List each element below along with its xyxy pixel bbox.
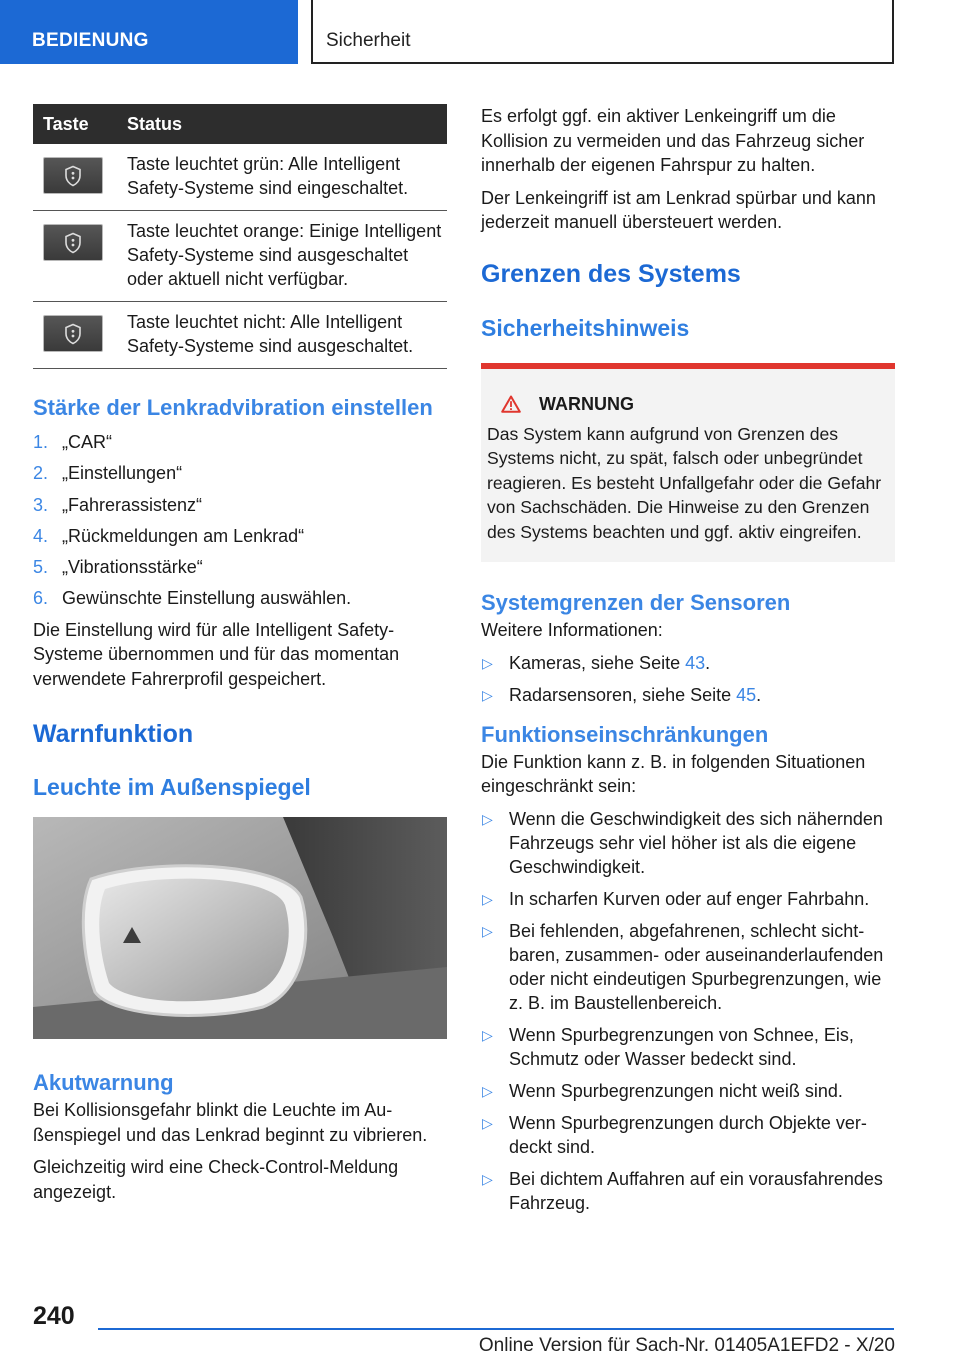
warning-label: WARNUNG xyxy=(539,393,634,414)
warning-triangle-icon xyxy=(501,395,521,413)
table-row xyxy=(33,144,447,211)
list-item: ▷ Wenn Spurbegrenzungen durch Objekte verdeckt sind. xyxy=(482,1112,867,1157)
bullet-triangle-icon: ▷ xyxy=(482,922,493,939)
list-item: ▷ Kameras, siehe Seite 43. xyxy=(482,652,711,673)
table-header-row xyxy=(33,104,447,144)
list-item: ▷ Wenn die Geschwindigkeit des sich nähernden Fahrzeugs sehr viel höher ist als die eigene Geschwindigkeit. xyxy=(482,808,883,877)
list-item: ▷ Bei fehlenden, abgefahrenen, schlecht sichtbaren, zusammen- oder auseinanderlaufenden oder nicht eindeutigen Spurbegrenzungen, wie z. B. im Baustellenbereich. xyxy=(482,920,884,1013)
bullet-triangle-icon: ▷ xyxy=(482,654,493,671)
table-cell-status: Taste leuchtet grün: Alle Intelligent Safety-Systeme sind eingeschaltet. xyxy=(127,144,447,211)
table-cell-status: Taste leuchtet orange: Einige Intelligent Safety-Systeme sind ausgeschaltet oder aktuell nicht verfügbar. xyxy=(127,211,447,302)
side-mirror-photo xyxy=(33,817,447,1039)
bullet-triangle-icon: ▷ xyxy=(482,1114,493,1131)
header-chapter-tab xyxy=(311,0,894,64)
list-item: 6. Gewünschte Einstellung auswählen. xyxy=(33,588,352,609)
table-row xyxy=(33,211,447,302)
mirror-light-heading: Leuchte im Außenspiegel xyxy=(33,774,311,801)
assist-button-orange-icon xyxy=(43,224,103,261)
function-limits-list xyxy=(481,807,895,1215)
list-item: ▷ Wenn Spurbegrenzungen nicht weiß sind. xyxy=(482,1080,843,1101)
system-limits-heading: Grenzen des Systems xyxy=(481,259,741,288)
bullet-triangle-icon: ▷ xyxy=(482,686,493,703)
button-status-table xyxy=(33,104,447,369)
list-item: 4. „Rückmeldungen am Lenkrad“ xyxy=(33,525,305,546)
table-row xyxy=(33,302,447,369)
sensor-list xyxy=(481,651,895,707)
acute-warning-text: Bei Kollisionsgefahr blinkt die Leuchte im Außenspiegel und das Lenkrad beginnt zu vibrieren. xyxy=(33,1100,428,1145)
function-intro: Die Funktion kann z. B. in folgenden Situationen eingeschränkt sein: xyxy=(481,751,866,796)
right-column xyxy=(481,104,895,1223)
bullet-triangle-icon: ▷ xyxy=(482,1026,493,1043)
bullet-triangle-icon: ▷ xyxy=(482,810,493,827)
sensor-intro: Weitere Informationen: xyxy=(481,620,663,640)
list-item: ▷ Bei dichtem Auffahren auf ein vorausfahrendes Fahrzeug. xyxy=(482,1168,883,1213)
acute-warning-text-2: Gleichzeitig wird eine Check-Control-Meldung angezeigt. xyxy=(33,1157,399,1202)
table-head-status: Status xyxy=(127,104,447,144)
list-item: ▷ Wenn Spurbegrenzungen von Schnee, Eis, Schmutz oder Wasser bedeckt sind. xyxy=(482,1024,854,1069)
list-item: ▷ Radarsensoren, siehe Seite 45. xyxy=(482,684,762,705)
list-item: 3. „Fahrerassistenz“ xyxy=(33,494,203,515)
list-item: 1. „CAR“ xyxy=(33,432,112,452)
list-item: ▷ In scharfen Kurven oder auf enger Fahrbahn. xyxy=(482,888,870,909)
vibration-heading: Stärke der Lenkradvibration einstellen xyxy=(33,395,433,420)
bullet-triangle-icon: ▷ xyxy=(482,1170,493,1187)
header-chapter-label: Sicherheit xyxy=(326,30,411,51)
bullet-triangle-icon: ▷ xyxy=(482,890,493,907)
list-item: 5. „Vibrationsstärke“ xyxy=(33,557,203,578)
steering-intervention-text: Es erfolgt ggf. ein aktiver Lenkeingriff um die Kollision zu vermeiden und das Fahrzeug sicher innerhalb der eigenen Fahrspur zu halten. xyxy=(481,106,865,175)
table-cell-status: Taste leuchtet nicht: Alle Intelligent Safety-Systeme sind ausgeschaltet. xyxy=(127,302,447,369)
header-section-label: BEDIENUNG xyxy=(32,30,149,51)
page-link-cameras[interactable]: 43 xyxy=(685,652,706,673)
left-column xyxy=(33,104,447,1204)
warning-box xyxy=(481,363,895,563)
assist-button-off-icon xyxy=(43,315,103,352)
list-item: 2. „Einstellungen“ xyxy=(33,463,183,484)
vibration-note: Die Einstellung wird für alle Intelligent Safety-Systeme übernommen und für das momentan verwendete Fahrerprofil gespeichert. xyxy=(33,619,400,689)
safety-note-heading: Sicherheitshinweis xyxy=(481,314,690,341)
assist-button-green-icon xyxy=(43,157,103,194)
footer-divider xyxy=(98,1328,894,1330)
page-number: 240 xyxy=(33,1302,75,1330)
sensor-limits-heading: Systemgrenzen der Sensoren xyxy=(481,590,791,615)
acute-warning-heading: Akutwarnung xyxy=(33,1070,174,1096)
header-section-tab xyxy=(0,0,298,64)
warning-text: Das System kann aufgrund von Grenzen des Systems nicht, zu spät, falsch oder unbegründet reagieren. Es besteht Unfallgefahr oder die Gefahr von Sachschäden. Die Hinweise zu den Grenzen des Systems beachten und ggf. aktiv eingreifen. xyxy=(487,423,882,542)
page-link-radar[interactable]: 45 xyxy=(736,684,757,705)
vibration-steps xyxy=(33,430,447,610)
bullet-triangle-icon: ▷ xyxy=(482,1082,493,1099)
function-limits-heading: Funktionseinschränkungen xyxy=(481,721,769,747)
steering-override-text: Der Lenkeingriff ist am Lenkrad spürbar und kann jederzeit manuell übersteuert werden. xyxy=(481,187,876,232)
warning-function-heading: Warnfunktion xyxy=(33,720,194,749)
footer-text: Online Version für Sach-Nr. 01405A1EFD2 - X/20 xyxy=(478,1335,895,1356)
table-head-key: Taste xyxy=(33,104,127,144)
